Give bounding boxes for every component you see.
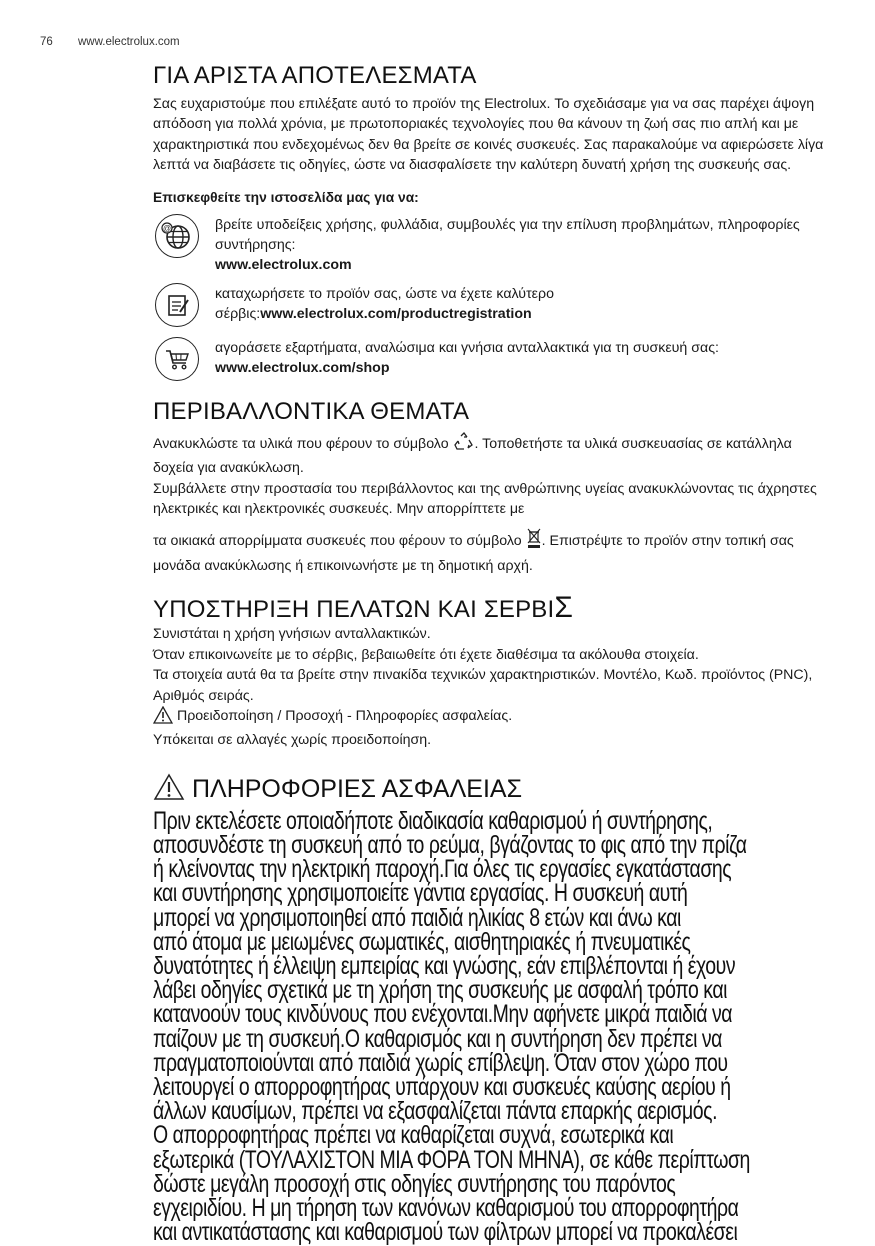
service-line-3: Τα στοιχεία αυτά θα τα βρείτε στην πινακίδα τεχνικών χαρακτηριστικών. Μοντέλο, Κωδ. προϊόντος (PNC), Αριθμός σειράς.	[153, 665, 831, 706]
link-electrolux-shop[interactable]: www.electrolux.com/shop	[215, 360, 390, 376]
page-number: 76	[40, 36, 53, 48]
shopping-cart-icon	[155, 337, 199, 381]
link-row-shop	[153, 338, 831, 384]
safety-line: και αντικατάστασης και καθαρισμού των φίλτρων μπορεί να προκαλέσει	[153, 1220, 828, 1244]
page-header	[40, 36, 180, 48]
safety-line: Πριν εκτελέσετε οποιαδήποτε διαδικασία καθαρισμού ή συντήρησης,	[153, 809, 828, 833]
warning-icon	[153, 706, 173, 730]
link-row-support	[153, 215, 831, 276]
safety-line: από άτομα με μειωμένες σωματικές, αισθητηριακές ή πνευματικές	[153, 930, 828, 954]
section-best-results	[153, 62, 831, 384]
section-title-best-results: ΓΙΑ ΑΡΙΣΤΑ ΑΠΟΤΕΛΕΣΜΑΤΑ	[153, 62, 831, 90]
link-electrolux-home[interactable]: www.electrolux.com	[215, 257, 352, 273]
safety-line: εξωτερικά (ΤΟΥΛΑΧΙΣΤΟΝ ΜΙΑ ΦΟΡΑ ΤΟΝ ΜΗΝΑ), σε κάθε περίπτωση	[153, 1148, 828, 1172]
visit-heading: Επισκεφθείτε την ιστοσελίδα μας για να:	[153, 190, 831, 205]
safety-body	[153, 809, 828, 1245]
safety-line: ή κλείνοντας την ηλεκτρική παροχή.Για όλες τις εργασίες εγκατάστασης	[153, 857, 828, 881]
section-environment	[153, 398, 831, 576]
link-text-support: βρείτε υποδείξεις χρήσης, φυλλάδια, συμβουλές για την επίλυση προβλημάτων, πληροφορίες συντήρησης:	[215, 217, 800, 253]
section-title-safety	[153, 773, 831, 807]
crossed-bin-icon	[526, 527, 542, 555]
weee-text-after: . Επιστρέψτε το προϊόν στην τοπική σας μονάδα ανακύκλωσης ή επικοινωνήστε με τη δημοτική αρχή.	[153, 533, 794, 573]
title-last-letter: Σ	[554, 591, 573, 624]
link-product-registration[interactable]: www.electrolux.com/productregistration	[260, 306, 531, 322]
recycle-text-before: Ανακυκλώστε τα υλικά που φέρουν το σύμβολο	[153, 436, 453, 452]
weee-text-before: τα οικιακά απορρίμματα συσκευές που φέρουν το σύμβολο	[153, 533, 526, 549]
page-content	[153, 62, 831, 1244]
safety-title-text: ΠΛΗΡΟΦΟΡΙΕΣ ΑΣΦΑΛΕΙΑΣ	[185, 775, 522, 803]
weee-paragraph: Συμβάλλετε στην προστασία του περιβάλλοντος και της ανθρώπινης υγείας ανακυκλώνοντας τις άχρηστες ηλεκτρικές και ηλεκτρονικές συσκευές. Μην απορρίπτετε με	[153, 479, 831, 520]
recycle-text-after: . Τοποθετήστε τα υλικά συσκευασίας σε κατάλληλα δοχεία για ανακύκλωση.	[153, 436, 792, 476]
safety-line: δώστε μεγάλη προσοχή στις οδηγίες συντήρησης του παρόντος	[153, 1172, 828, 1196]
globe-icon	[155, 214, 199, 258]
website-url: www.electrolux.com	[78, 36, 180, 48]
service-line-2: Όταν επικοινωνείτε με το σέρβις, βεβαιωθείτε ότι έχετε διαθέσιμα τα ακόλουθα στοιχεία.	[153, 645, 831, 665]
service-line-last: Υπόκειται σε αλλαγές χωρίς προειδοποίηση.	[153, 730, 831, 750]
section-title-customer-service	[153, 594, 831, 624]
safety-line: δυνατότητες ή έλλειψη εμπειρίας και γνώσης, εάν επιβλέπονται ή έχουν	[153, 954, 828, 978]
title-main: ΥΠΟΣΤΗΡΙΞΗ ΠΕΛΑΤΩΝ ΚΑΙ ΣΕΡΒΙ	[153, 596, 554, 623]
safety-line: πραγματοποιούνται από παιδιά χωρίς επίβλεψη. Όταν στον χώρο που	[153, 1051, 828, 1075]
svg-text:@: @	[163, 224, 171, 233]
section-title-environment: ΠΕΡΙΒΑΛΛΟΝΤΙΚΑ ΘΕΜΑΤΑ	[153, 398, 831, 426]
recycle-paragraph	[153, 432, 831, 479]
safety-line: αποσυνδέστε τη συσκευή από το ρεύμα, βγάζοντας το φις από την πρίζα	[153, 833, 828, 857]
safety-line: και συντήρησης χρησιμοποιείτε γάντια εργασίας. Η συσκευή αυτή	[153, 881, 828, 905]
link-text-registration: καταχωρήσετε το προϊόν σας, ώστε να έχετε καλύτερο σέρβις:	[215, 286, 554, 322]
safety-line: κατανοούν τους κινδύνους που ενέχονται.Μην αφήνετε μικρά παιδιά να	[153, 1002, 828, 1026]
recycle-icon	[453, 432, 475, 458]
warning-line	[153, 706, 831, 730]
safety-line: λάβει οδηγίες σχετικά με τη χρήση της συσκευής με ασφαλή τρόπο και	[153, 978, 828, 1002]
registration-icon	[155, 283, 199, 327]
link-row-registration	[153, 284, 831, 330]
safety-line: μπορεί να χρησιμοποιηθεί από παιδιά ηλικίας 8 ετών και άνω και	[153, 906, 828, 930]
warning-large-icon	[153, 773, 185, 807]
warning-text: Προειδοποίηση / Προσοχή - Πληροφορίες ασφαλείας.	[173, 708, 512, 724]
safety-line: λειτουργεί ο απορροφητήρας υπάρχουν και συσκευές καύσης αερίου ή	[153, 1075, 828, 1099]
safety-line: παίζουν με τη συσκευή.Ο καθαρισμός και η συντήρηση δεν πρέπει να	[153, 1027, 828, 1051]
safety-line: άλλων καυσίμων, πρέπει να εξασφαλίζεται πάντα επαρκής αερισμός.	[153, 1099, 828, 1123]
link-text-shop: αγοράσετε εξαρτήματα, αναλώσιμα και γνήσια ανταλλακτικά για τη συσκευή σας:	[215, 340, 719, 356]
section-safety-information	[153, 773, 831, 1245]
intro-paragraph: Σας ευχαριστούμε που επιλέξατε αυτό το προϊόν της Electrolux. Το σχεδιάσαμε για να σας παρέχει άψογη απόδοση για πολλά χρόνια, με πρωτοποριακές τεχνολογίες που θα κάνουν τη ζωή σας πιο απλή και με χαρακτηριστικά που ενδεχομένως δεν θα βρείτε σε κοινές συσκευές. Σας παρακαλούμε να αφιερώσετε λίγα λεπτά να διαβάσετε τις οδηγίες, ώστε να διασφαλίσετε την καλύτερη δυνατή χρήση της συσκευής σας.	[153, 94, 831, 176]
service-line-1: Συνιστάται η χρήση γνήσιων ανταλλακτικών.	[153, 624, 831, 644]
safety-line: Ο απορροφητήρας πρέπει να καθαρίζεται συχνά, εσωτερικά και	[153, 1123, 828, 1147]
weee-paragraph-2	[153, 527, 831, 576]
section-customer-service	[153, 594, 831, 750]
safety-line: εγχειριδίου. Η μη τήρηση των κανόνων καθαρισμού του απορροφητήρα	[153, 1196, 828, 1220]
